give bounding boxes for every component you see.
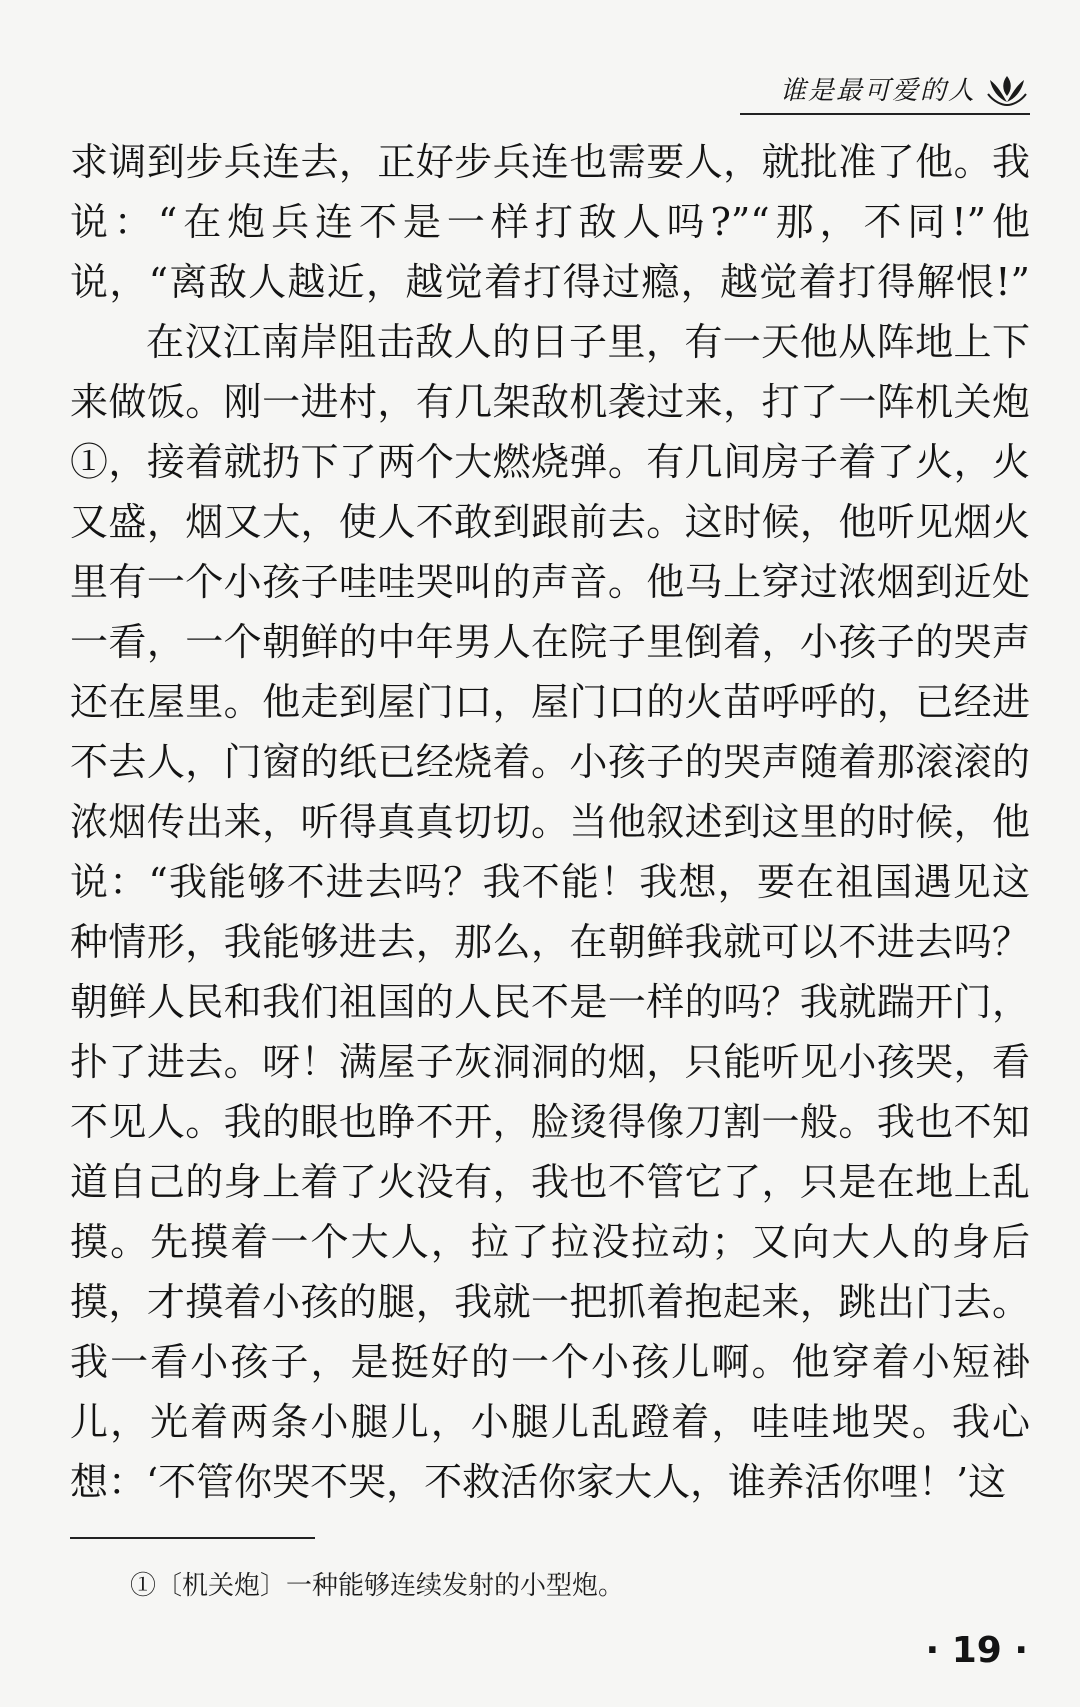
paragraph-1: 求调到步兵连去，正好步兵连也需要人，就批准了他。我说：“在炮兵连不是一样打敌人吗?”“那，不同!”他说，“离敌人越近，越觉着打得过瘾，越觉着打得解恨!” [70, 140, 1030, 304]
leaf-hands-logo-icon [986, 72, 1028, 106]
body-text [70, 132, 1030, 1512]
running-header-title: 谁是最可爱的人 [779, 76, 976, 106]
running-header [780, 70, 1028, 107]
footnote-rule [70, 1537, 315, 1539]
paragraph-2: 在汉江南岸阻击敌人的日子里，有一天他从阵地上下来做饭。刚一进村，有几架敌机袭过来，打了一阵机关炮①，接着就扔下了两个大燃烧弹。有几间房子着了火，火又盛，烟又大，使人不敢到跟前去。这时候，他听见烟火里有一个小孩子哇哇哭叫的声音。他马上穿过浓烟到近处一看，一个朝鲜的中年男人在院子里倒着，小孩子的哭声还在屋里。他走到屋门口，屋门口的火苗呼呼的，已经进不去人，门窗的纸已经烧着。小孩子的哭声随着那滚滚的浓烟传出来，听得真真切切。当他叙述到这里的时候，他说：“我能够不进去吗？我不能！我想，要在祖国遇见这种情形，我能够进去，那么，在朝鲜我就可以不进去吗？朝鲜人民和我们祖国的人民不是一样的吗？我就踹开门，扑了进去。呀！满屋子灰洞洞的烟，只能听见小孩哭，看不见人。我的眼也睁不开，脸烫得像刀割一般。我也不知道自己的身上着了火没有，我也不管它了，只是在地上乱摸。先摸着一个大人，拉了拉没拉动；又向大人的身后摸，才摸着小孩的腿，我就一把抓着抱起来，跳出门去。我一看小孩子，是挺好的一个小孩儿啊。他穿着小短褂儿，光着两条小腿儿，小腿儿乱蹬着，哇哇地哭。我心想：‘不管你哭不哭，不救活你家大人，谁养活你哩！’这 [70, 320, 1030, 1504]
page-number: · 19 · [925, 1630, 1028, 1671]
header-rule [740, 113, 1030, 115]
footnote: ①〔机关炮〕一种能够连续发射的小型炮。 [130, 1571, 625, 1601]
